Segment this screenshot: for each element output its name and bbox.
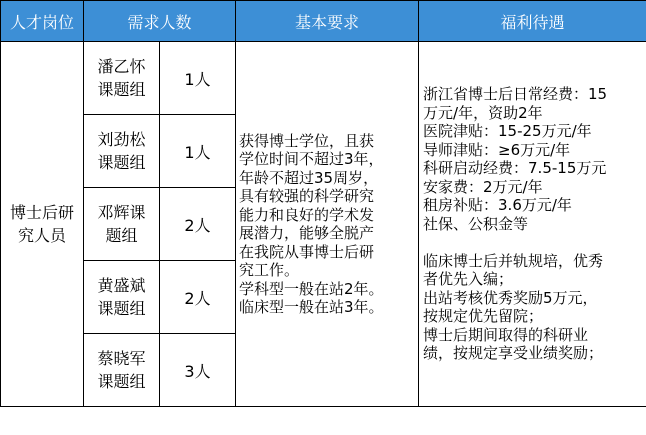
group-cell bbox=[84, 261, 160, 334]
benefit-spacer bbox=[423, 233, 644, 252]
count-cell: 2人 bbox=[160, 188, 236, 261]
header-post: 人才岗位 bbox=[1, 1, 84, 42]
benefit-line: 按规定优先留院； bbox=[423, 307, 544, 326]
count-cell: 3人 bbox=[160, 334, 236, 407]
benefit-line: 导师津贴：≥6万元/年 bbox=[423, 140, 571, 159]
post-name: 博士后研究人员 bbox=[9, 203, 74, 245]
benefit-line: 绩，按规定享受业绩奖励； bbox=[423, 344, 604, 363]
requirement-line: 学位时间不超过3年， bbox=[239, 150, 384, 168]
benefits-cell bbox=[419, 42, 646, 407]
header-benefits: 福利待遇 bbox=[419, 1, 646, 42]
requirements-cell bbox=[236, 42, 419, 407]
requirement-line: 学科型一般在站2年。 bbox=[239, 279, 384, 298]
group-cell bbox=[84, 188, 160, 261]
group-cell bbox=[84, 334, 160, 407]
benefit-line: 临床博士后并轨规培，优秀 bbox=[423, 251, 604, 270]
benefit-line: 安家费：2万元/年 bbox=[423, 177, 543, 196]
requirement-line: 临床型一般在站3年。 bbox=[239, 298, 384, 316]
group-name: 蔡晓军课题组 bbox=[97, 349, 146, 391]
requirement-line: 能力和良好的学术发 bbox=[239, 205, 375, 224]
header-requirements: 基本要求 bbox=[236, 1, 419, 42]
requirement-line: 具有较强的科学研究 bbox=[239, 187, 375, 205]
benefit-line: 博士后期间取得的科研业 bbox=[423, 325, 589, 344]
requirement-line: 年龄不超过35周岁， bbox=[239, 168, 379, 187]
group-name: 黄盛斌课题组 bbox=[97, 276, 146, 318]
header-count: 需求人数 bbox=[84, 1, 236, 42]
count-cell: 1人 bbox=[160, 42, 236, 115]
benefit-line: 租房补贴：3.6万元/年 bbox=[423, 196, 572, 215]
group-cell bbox=[84, 115, 160, 188]
group-name: 邓辉课题组 bbox=[97, 203, 146, 245]
benefit-line: 医院津贴：15-25万元/年 bbox=[423, 122, 592, 141]
post-cell bbox=[1, 42, 84, 407]
benefit-line: 浙江省博士后日常经费：15 bbox=[423, 85, 608, 104]
count-cell: 2人 bbox=[160, 261, 236, 334]
benefit-line: 者优先入编； bbox=[423, 270, 514, 289]
requirement-line: 在我院从事博士后研 bbox=[239, 242, 375, 261]
benefit-line: 科研启动经费：7.5-15万元 bbox=[423, 159, 607, 178]
benefit-line: 社保、公积金等 bbox=[423, 214, 529, 233]
benefit-line: 万元/年，资助2年 bbox=[423, 103, 543, 122]
count-cell: 1人 bbox=[160, 115, 236, 188]
requirement-line: 展潜力，能够全脱产 bbox=[239, 224, 375, 242]
benefit-line: 出站考核优秀奖励5万元， bbox=[423, 288, 598, 307]
group-name: 刘劲松课题组 bbox=[97, 130, 146, 172]
table-row bbox=[1, 42, 646, 115]
requirement-line: 获得博士学位，且获 bbox=[239, 131, 375, 150]
group-name: 潘乙怀课题组 bbox=[97, 57, 146, 99]
requirement-line: 究工作。 bbox=[239, 261, 300, 279]
header-row bbox=[1, 1, 646, 42]
group-cell bbox=[84, 42, 160, 115]
